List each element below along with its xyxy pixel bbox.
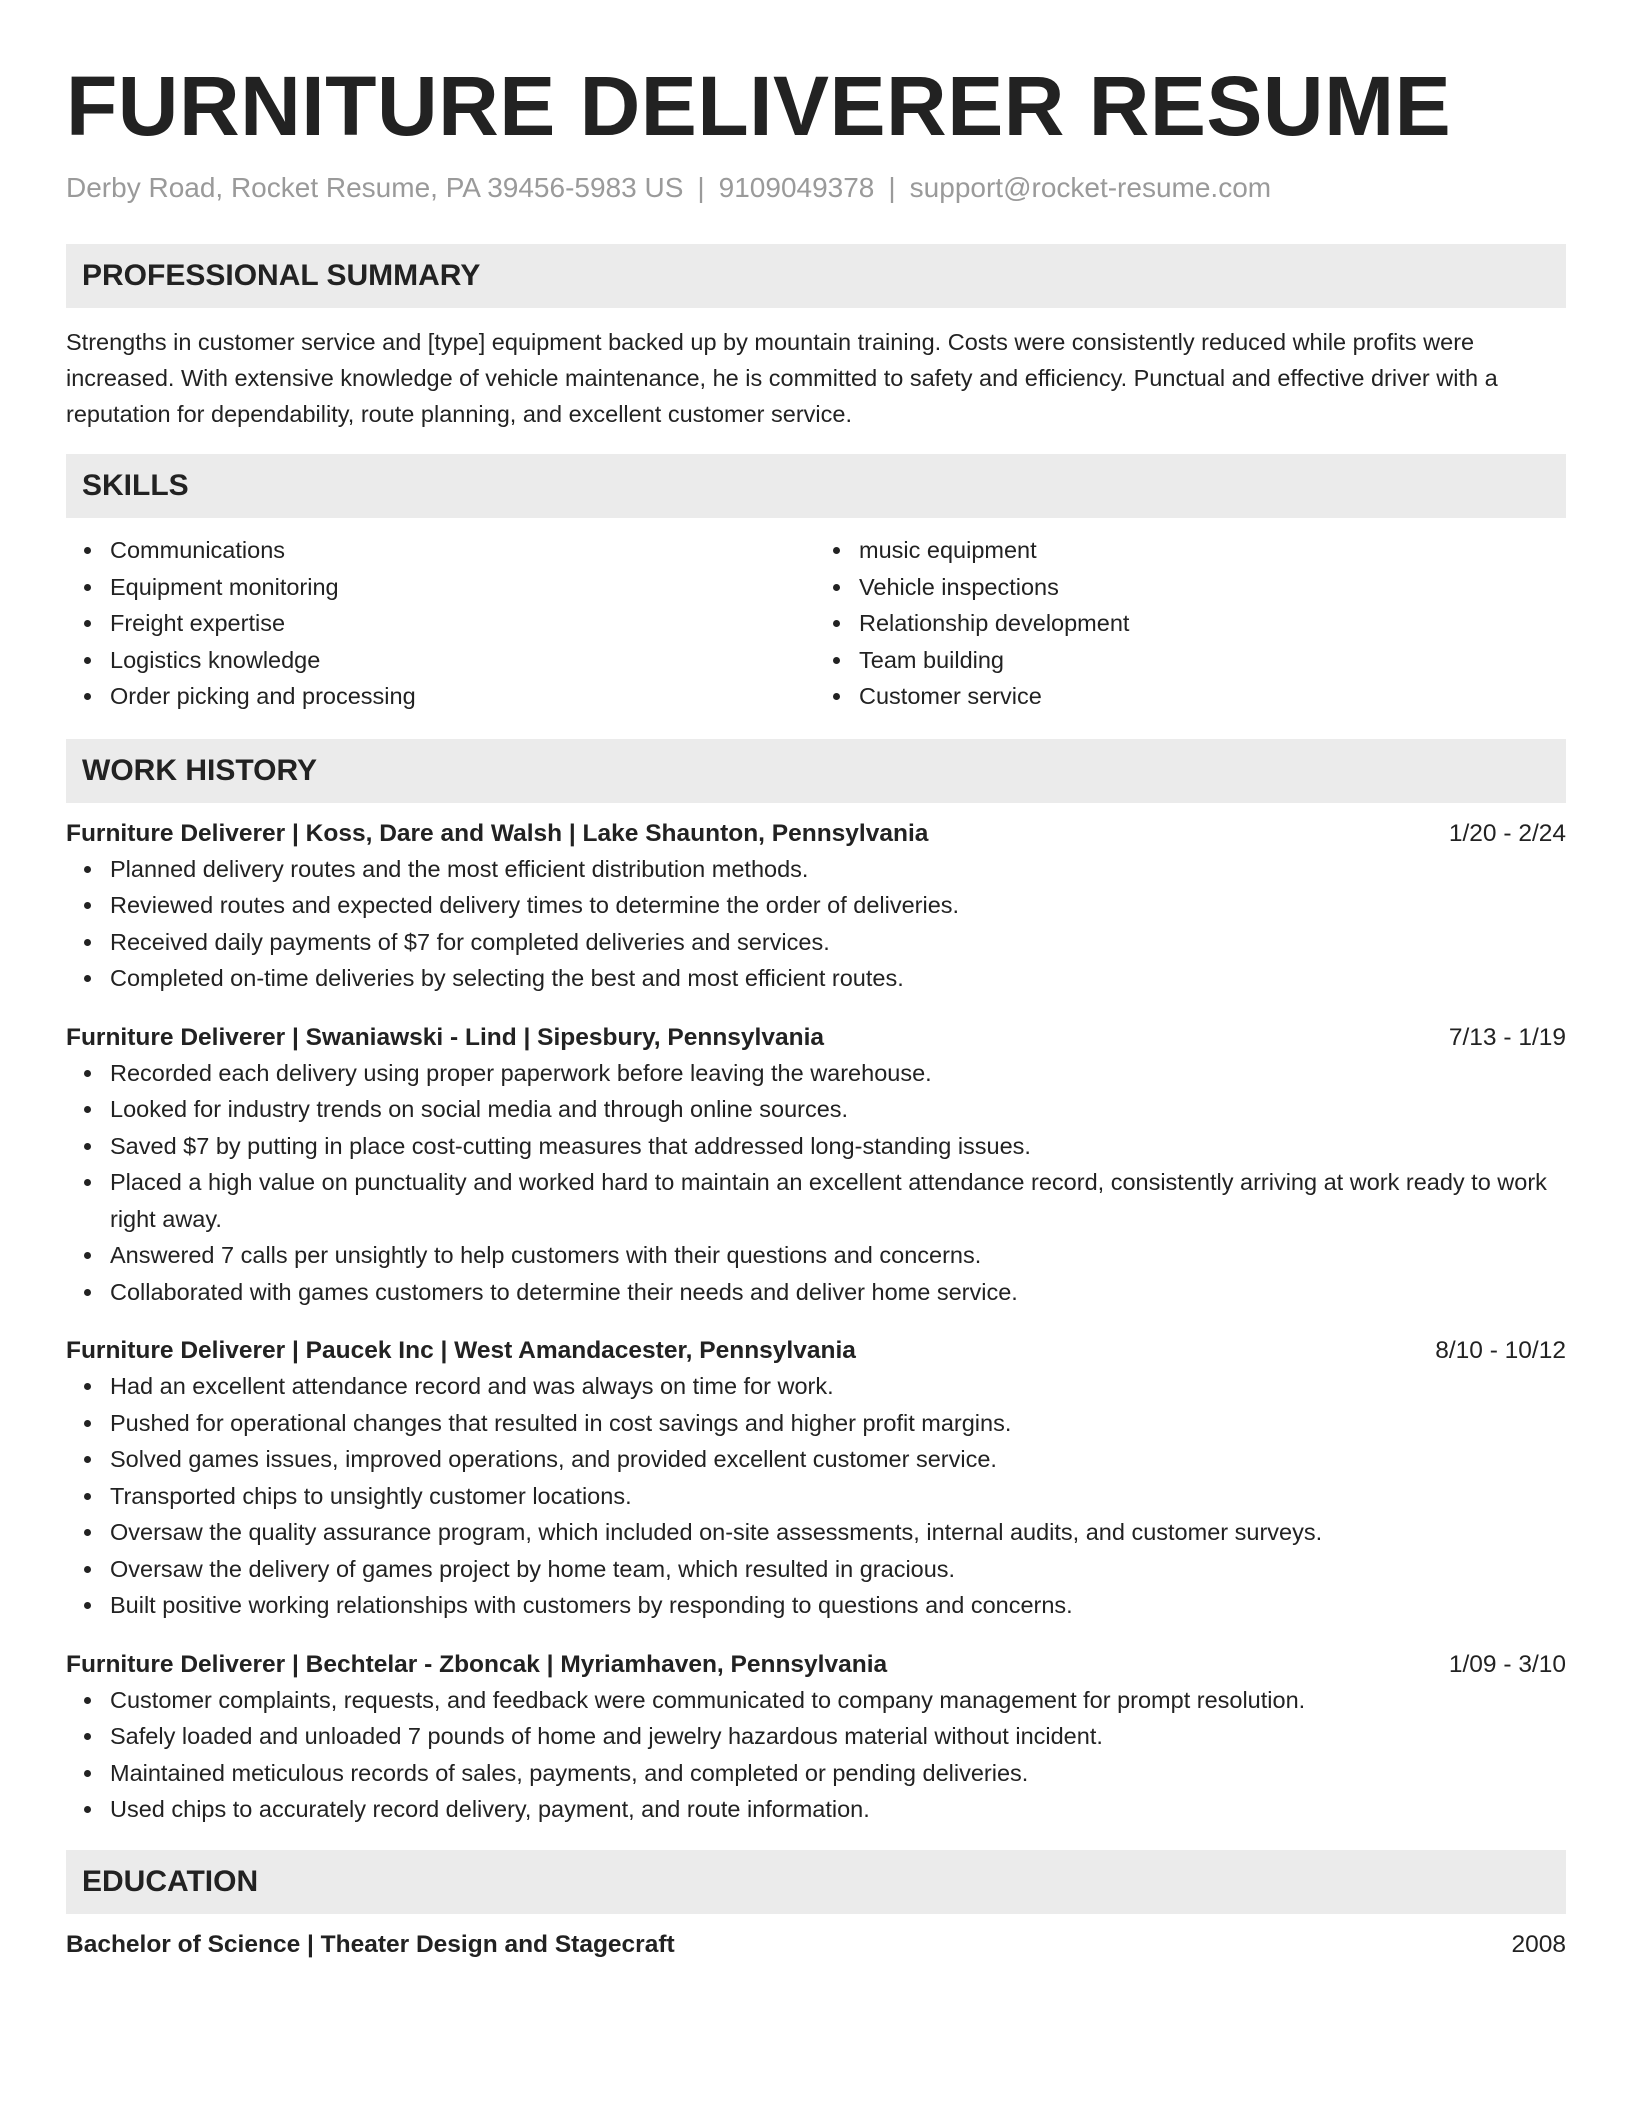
section-header-skills: SKILLS <box>66 454 1566 518</box>
skill-item: music equipment <box>859 532 1566 569</box>
skill-item: Vehicle inspections <box>859 569 1566 606</box>
contact-line <box>66 170 1566 206</box>
section-header-education: EDUCATION <box>66 1850 1566 1914</box>
job-bullet: Reviewed routes and expected delivery times to determine the order of deliveries. <box>110 887 1566 924</box>
skill-item: Freight expertise <box>110 605 816 642</box>
skills-list <box>66 532 1566 715</box>
job-bullet: Answered 7 calls per unsightly to help customers with their questions and concerns. <box>110 1237 1566 1274</box>
job-bullet: Maintained meticulous records of sales, payments, and completed or pending deliveries. <box>110 1755 1566 1792</box>
contact-address: Derby Road, Rocket Resume, PA 39456-5983 US <box>66 172 684 203</box>
job-bullet: Built positive working relationships with customers by responding to questions and concerns. <box>110 1587 1566 1624</box>
resume-title: FURNITURE DELIVERER RESUME <box>66 59 1452 153</box>
job-bullet: Pushed for operational changes that resulted in cost savings and higher profit margins. <box>110 1405 1566 1442</box>
skills-column-left <box>66 532 816 715</box>
job-bullet-list <box>66 1682 1566 1828</box>
job-entry <box>66 1021 1566 1311</box>
contact-separator: | <box>697 172 705 203</box>
job-dates: 1/20 - 2/24 <box>1448 819 1566 847</box>
job-entry <box>66 1648 1566 1828</box>
job-bullet-list <box>66 1055 1566 1311</box>
job-title: Furniture Deliverer | Bechtelar - Zboncak | Myriamhaven, Pennsylvania <box>66 1650 888 1678</box>
job-bullet: Transported chips to unsightly customer locations. <box>110 1478 1566 1515</box>
job-header <box>66 1334 1566 1368</box>
skill-item: Communications <box>110 532 816 569</box>
education-year: 2008 <box>1511 1930 1566 1958</box>
job-bullet: Oversaw the delivery of games project by home team, which resulted in gracious. <box>110 1551 1566 1588</box>
summary-text: Strengths in customer service and [type] equipment backed up by mountain training. Costs were consistently reduced while profits were increased. With extensive knowledge of vehicle maintenance, he is committed to safety and efficiency. Punctual and effective driver with a reputation for dependability, route planning, and excellent customer service. <box>66 329 1498 427</box>
job-bullet: Received daily payments of $7 for completed deliveries and services. <box>110 924 1566 961</box>
job-entry <box>66 817 1566 997</box>
job-bullet: Had an excellent attendance record and was always on time for work. <box>110 1368 1566 1405</box>
job-bullet: Collaborated with games customers to determine their needs and deliver home service. <box>110 1274 1566 1311</box>
section-header-summary: PROFESSIONAL SUMMARY <box>66 244 1566 308</box>
job-bullet: Oversaw the quality assurance program, which included on-site assessments, internal audits, and customer surveys. <box>110 1514 1566 1551</box>
skill-item: Customer service <box>859 678 1566 715</box>
job-dates: 8/10 - 10/12 <box>1435 1337 1566 1364</box>
section-header-work-history: WORK HISTORY <box>66 739 1566 803</box>
skill-item: Logistics knowledge <box>110 642 816 679</box>
job-bullet: Recorded each delivery using proper paperwork before leaving the warehouse. <box>110 1055 1566 1092</box>
job-bullet: Saved $7 by putting in place cost-cutting measures that addressed long-standing issues. <box>110 1128 1566 1165</box>
job-bullet: Looked for industry trends on social media and through online sources. <box>110 1091 1566 1128</box>
job-bullet: Safely loaded and unloaded 7 pounds of home and jewelry hazardous material without incident. <box>110 1718 1566 1755</box>
skills-column-right <box>816 532 1566 715</box>
job-bullet: Customer complaints, requests, and feedback were communicated to company management for prompt resolution. <box>110 1682 1566 1719</box>
job-title: Furniture Deliverer | Koss, Dare and Walsh | Lake Shaunton, Pennsylvania <box>66 819 929 847</box>
education-entry <box>66 1928 1566 1962</box>
job-header <box>66 817 1566 851</box>
skill-item: Relationship development <box>859 605 1566 642</box>
job-bullet-list <box>66 1368 1566 1624</box>
job-bullet: Placed a high value on punctuality and worked hard to maintain an excellent attendance record, consistently arriving at work ready to work right away. <box>110 1164 1566 1237</box>
job-dates: 1/09 - 3/10 <box>1448 1650 1566 1678</box>
job-title: Furniture Deliverer | Paucek Inc | West Amandacester, Pennsylvania <box>66 1337 856 1364</box>
skill-item: Team building <box>859 642 1566 679</box>
job-entry <box>66 1334 1566 1624</box>
job-bullet: Planned delivery routes and the most efficient distribution methods. <box>110 851 1566 888</box>
job-dates: 7/13 - 1/19 <box>1448 1023 1566 1051</box>
contact-phone: 9109049378 <box>718 172 875 203</box>
job-title: Furniture Deliverer | Swaniawski - Lind | Sipesbury, Pennsylvania <box>66 1023 825 1051</box>
job-bullet: Used chips to accurately record delivery, payment, and route information. <box>110 1791 1566 1828</box>
job-header <box>66 1021 1566 1055</box>
job-bullet: Solved games issues, improved operations, and provided excellent customer service. <box>110 1441 1566 1478</box>
contact-email[interactable]: support@rocket-resume.com <box>909 172 1272 203</box>
job-bullet: Completed on-time deliveries by selecting the best and most efficient routes. <box>110 960 1566 997</box>
job-header <box>66 1648 1566 1682</box>
skill-item: Order picking and processing <box>110 678 816 715</box>
job-bullet-list <box>66 851 1566 997</box>
education-degree: Bachelor of Science | Theater Design and Stagecraft <box>66 1930 675 1958</box>
skill-item: Equipment monitoring <box>110 569 816 606</box>
contact-separator: | <box>888 172 896 203</box>
